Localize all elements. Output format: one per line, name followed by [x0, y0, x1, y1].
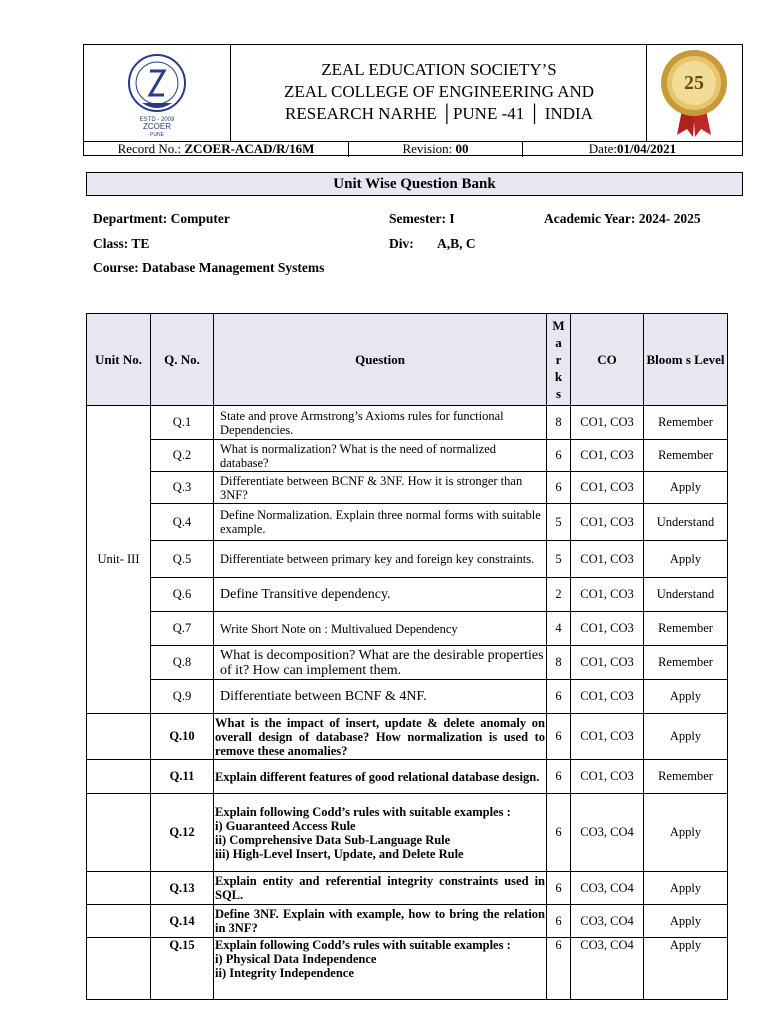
class: Class: TE [93, 236, 150, 251]
svg-text:PUNE: PUNE [150, 132, 164, 138]
table-row: Q.8 What is decomposition? What are the desirable properties of it? How can implement them. 8 CO1, CO3 Remember [87, 646, 728, 680]
table-row: Unit- III Q.1 State and prove Armstrong’s Axioms rules for functional Dependencies. 8 CO1, CO3 Remember [87, 406, 728, 440]
table-row: Q.15 Explain following Codd’s rules with suitable examples : i) Physical Data Independence ii) Integrity Independence 6 CO3, CO4 Apply [87, 938, 728, 1000]
header-question: Question [214, 314, 547, 406]
question-bank-table [86, 313, 728, 1000]
table-row: Q.10 What is the impact of insert, update & delete anomaly on overall design of database? How normalization is used to remove these anomalies? 6 CO1, CO3 Apply [87, 714, 728, 760]
document-header [83, 44, 743, 156]
college-logo [84, 45, 231, 142]
record-number: Record No.: ZCOER-ACAD/R/16M [84, 142, 349, 157]
record-date: Date:01/04/2021 [588, 141, 677, 156]
title-line-3: RESEARCH NARHE │PUNE -41 │ INDIA [285, 104, 593, 123]
svg-text:25: 25 [684, 72, 704, 94]
div-label: Div: [389, 236, 414, 251]
title-line-1: ZEAL EDUCATION SOCIETY’S [321, 60, 557, 79]
department: Department: Computer [93, 211, 230, 226]
table-row: Q.2 What is normalization? What is the need of normalized database? 6 CO1, CO3 Remember [87, 440, 728, 472]
svg-text:ZCOER: ZCOER [143, 122, 171, 131]
academic-year: Academic Year: 2024- 2025 [544, 211, 701, 226]
table-row: Q.9 Differentiate between BCNF & 4NF. 6 CO1, CO3 Apply [87, 680, 728, 714]
table-row: Q.4 Define Normalization. Explain three normal forms with suitable example. 5 CO1, CO3 Understand [87, 504, 728, 541]
anniversary-badge [646, 45, 742, 142]
header-marks: M a r k s [547, 314, 571, 406]
header-unit: Unit No. [87, 314, 151, 406]
svg-text:ESTD - 2009: ESTD - 2009 [139, 117, 175, 123]
course: Course: Database Management Systems [93, 260, 325, 275]
table-row: Q.14 Define 3NF. Explain with example, how to bring the relation in 3NF? 6 CO3, CO4 Apply [87, 905, 728, 938]
table-row: Q.3 Differentiate between BCNF & 3NF. How it is stronger than 3NF? 6 CO1, CO3 Apply [87, 472, 728, 504]
header-qno: Q. No. [151, 314, 214, 406]
title-line-2: ZEAL COLLEGE OF ENGINEERING AND [283, 82, 595, 101]
div-value: A,B, C [437, 236, 476, 251]
header-bloom: Bloom s Level [644, 314, 728, 406]
record-row [84, 141, 742, 157]
semester: Semester: I [389, 211, 455, 226]
table-row: Q.6 Define Transitive dependency. 2 CO1, CO3 Understand [87, 578, 728, 612]
revision: Revision: 00 [349, 142, 523, 157]
header-co: CO [571, 314, 644, 406]
table-row: Q.7 Write Short Note on : Multivalued Dependency 4 CO1, CO3 Remember [87, 612, 728, 646]
table-header-row [87, 314, 728, 406]
table-row: Q.12 Explain following Codd’s rules with suitable examples : i) Guaranteed Access Rule ii) Comprehensive Data Sub-Language Rule iii) High-Level Insert, Update, and Delete Rule 6 CO3, CO4 Apply [87, 794, 728, 872]
unit-cell: Unit- III [87, 406, 151, 714]
institution-title [231, 45, 647, 142]
table-row: Q.13 Explain entity and referential integrity constraints used in SQL. 6 CO3, CO4 Apply [87, 872, 728, 905]
table-row: Q.5 Differentiate between primary key and foreign key constraints. 5 CO1, CO3 Apply [87, 541, 728, 578]
table-row: Q.11 Explain different features of good relational database design. 6 CO1, CO3 Remember [87, 760, 728, 794]
page-title: Unit Wise Question Bank [86, 172, 743, 196]
